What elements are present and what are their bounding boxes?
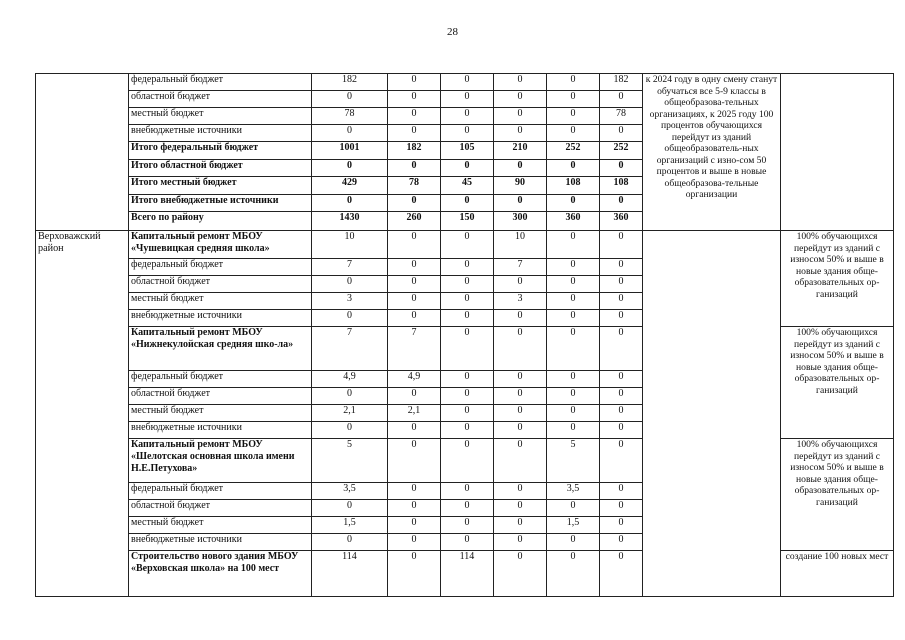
value-cell: 260 xyxy=(388,212,441,231)
value-cell: 0 xyxy=(388,534,441,551)
value-cell: 0 xyxy=(441,195,494,212)
value-cell: 45 xyxy=(441,177,494,195)
value-cell: 0 xyxy=(600,388,643,405)
value-cell: 10 xyxy=(312,231,388,259)
value-cell: 0 xyxy=(547,231,600,259)
value-cell: 0 xyxy=(547,91,600,108)
value-cell: 78 xyxy=(312,108,388,125)
value-cell: 0 xyxy=(494,74,547,91)
value-cell: 0 xyxy=(312,195,388,212)
value-cell: 182 xyxy=(600,74,643,91)
value-cell: 5 xyxy=(312,439,388,483)
value-cell: 0 xyxy=(388,500,441,517)
value-cell: 0 xyxy=(547,500,600,517)
page-number: 28 xyxy=(447,26,458,38)
value-cell: 0 xyxy=(312,310,388,327)
value-cell: 0 xyxy=(494,327,547,371)
value-cell: 0 xyxy=(547,310,600,327)
value-cell: 0 xyxy=(494,439,547,483)
row-label: Итого внебюджетные источники xyxy=(129,195,312,212)
row-label: областной бюджет xyxy=(129,276,312,293)
table-row xyxy=(36,231,894,259)
value-cell: 78 xyxy=(388,177,441,195)
value-cell: 0 xyxy=(600,439,643,483)
value-cell: 0 xyxy=(494,276,547,293)
value-cell: 0 xyxy=(388,160,441,177)
value-cell: 108 xyxy=(600,177,643,195)
value-cell: 0 xyxy=(547,327,600,371)
table-row xyxy=(36,74,894,91)
row-label: местный бюджет xyxy=(129,517,312,534)
value-cell: 0 xyxy=(388,259,441,276)
empty-cell xyxy=(643,231,781,597)
value-cell: 7 xyxy=(312,259,388,276)
value-cell: 0 xyxy=(494,371,547,388)
value-cell: 0 xyxy=(388,74,441,91)
value-cell: 252 xyxy=(547,142,600,160)
value-cell: 78 xyxy=(600,108,643,125)
row-label: Всего по району xyxy=(129,212,312,231)
empty-cell xyxy=(781,74,894,231)
value-cell: 0 xyxy=(388,276,441,293)
value-cell: 0 xyxy=(441,259,494,276)
value-cell: 0 xyxy=(441,310,494,327)
value-cell: 0 xyxy=(600,422,643,439)
value-cell: 0 xyxy=(494,388,547,405)
value-cell: 0 xyxy=(600,551,643,597)
value-cell: 0 xyxy=(547,74,600,91)
value-cell: 0 xyxy=(441,108,494,125)
value-cell: 0 xyxy=(547,422,600,439)
value-cell: 0 xyxy=(388,388,441,405)
district-cell-previous xyxy=(36,74,129,231)
value-cell: 0 xyxy=(441,405,494,422)
project-title: Капитальный ремонт МБОУ «Чушевицкая средняя школа» xyxy=(129,231,312,259)
value-cell: 0 xyxy=(600,91,643,108)
value-cell: 7 xyxy=(494,259,547,276)
value-cell: 4,9 xyxy=(388,371,441,388)
value-cell: 0 xyxy=(494,534,547,551)
value-cell: 0 xyxy=(388,231,441,259)
value-cell: 2,1 xyxy=(388,405,441,422)
value-cell: 2,1 xyxy=(312,405,388,422)
value-cell: 0 xyxy=(547,534,600,551)
value-cell: 90 xyxy=(494,177,547,195)
row-label: федеральный бюджет xyxy=(129,259,312,276)
value-cell: 0 xyxy=(547,388,600,405)
value-cell: 0 xyxy=(441,160,494,177)
value-cell: 105 xyxy=(441,142,494,160)
row-label: областной бюджет xyxy=(129,388,312,405)
value-cell: 1001 xyxy=(312,142,388,160)
value-cell: 3 xyxy=(494,293,547,310)
result-note: 100% обучающихся перейдут из зданий с износом 50% и выше в новые здания обще-образовательных ор-ганизаций xyxy=(781,327,894,439)
value-cell: 1,5 xyxy=(312,517,388,534)
value-cell: 0 xyxy=(494,483,547,500)
project-title: Капитальный ремонт МБОУ «Шелотская основная школа имени Н.Е.Петухова» xyxy=(129,439,312,483)
value-cell: 114 xyxy=(312,551,388,597)
project-title: Капитальный ремонт МБОУ «Нижнекулойская средняя шко-ла» xyxy=(129,327,312,371)
value-cell: 0 xyxy=(600,534,643,551)
value-cell: 114 xyxy=(441,551,494,597)
value-cell: 3 xyxy=(312,293,388,310)
row-label: местный бюджет xyxy=(129,108,312,125)
value-cell: 252 xyxy=(600,142,643,160)
row-label: федеральный бюджет xyxy=(129,74,312,91)
row-label: Итого местный бюджет xyxy=(129,177,312,195)
value-cell: 0 xyxy=(312,534,388,551)
value-cell: 0 xyxy=(441,231,494,259)
value-cell: 1430 xyxy=(312,212,388,231)
result-note: создание 100 новых мест xyxy=(781,551,894,597)
value-cell: 0 xyxy=(388,422,441,439)
value-cell: 182 xyxy=(388,142,441,160)
value-cell: 0 xyxy=(494,551,547,597)
value-cell: 0 xyxy=(547,108,600,125)
value-cell: 0 xyxy=(441,327,494,371)
value-cell: 0 xyxy=(547,293,600,310)
value-cell: 0 xyxy=(494,517,547,534)
value-cell: 7 xyxy=(388,327,441,371)
value-cell: 150 xyxy=(441,212,494,231)
value-cell: 5 xyxy=(547,439,600,483)
value-cell: 0 xyxy=(600,310,643,327)
row-label: местный бюджет xyxy=(129,405,312,422)
value-cell: 210 xyxy=(494,142,547,160)
value-cell: 0 xyxy=(600,517,643,534)
value-cell: 0 xyxy=(312,422,388,439)
value-cell: 429 xyxy=(312,177,388,195)
value-cell: 0 xyxy=(441,125,494,142)
value-cell: 0 xyxy=(494,195,547,212)
value-cell: 182 xyxy=(312,74,388,91)
row-label: внебюджетные источники xyxy=(129,422,312,439)
value-cell: 0 xyxy=(441,439,494,483)
value-cell: 0 xyxy=(388,551,441,597)
value-cell: 0 xyxy=(388,483,441,500)
value-cell: 0 xyxy=(441,91,494,108)
value-cell: 0 xyxy=(312,160,388,177)
row-label: областной бюджет xyxy=(129,500,312,517)
value-cell: 10 xyxy=(494,231,547,259)
value-cell: 0 xyxy=(600,293,643,310)
value-cell: 360 xyxy=(600,212,643,231)
value-cell: 0 xyxy=(441,276,494,293)
value-cell: 0 xyxy=(441,293,494,310)
value-cell: 0 xyxy=(600,231,643,259)
value-cell: 0 xyxy=(388,108,441,125)
value-cell: 0 xyxy=(441,534,494,551)
value-cell: 0 xyxy=(600,500,643,517)
value-cell: 0 xyxy=(494,91,547,108)
value-cell: 0 xyxy=(547,405,600,422)
value-cell: 360 xyxy=(547,212,600,231)
value-cell: 0 xyxy=(547,259,600,276)
value-cell: 0 xyxy=(441,371,494,388)
row-label: Итого областной бюджет xyxy=(129,160,312,177)
value-cell: 3,5 xyxy=(547,483,600,500)
value-cell: 0 xyxy=(547,551,600,597)
value-cell: 0 xyxy=(312,125,388,142)
district-name: Верховажский район xyxy=(36,231,129,597)
row-label: федеральный бюджет xyxy=(129,483,312,500)
value-cell: 108 xyxy=(547,177,600,195)
value-cell: 0 xyxy=(547,160,600,177)
value-cell: 0 xyxy=(494,125,547,142)
row-label: Итого федеральный бюджет xyxy=(129,142,312,160)
value-cell: 7 xyxy=(312,327,388,371)
value-cell: 0 xyxy=(441,388,494,405)
value-cell: 0 xyxy=(388,91,441,108)
project-title: Строительство нового здания МБОУ «Верховская школа» на 100 мест xyxy=(129,551,312,597)
row-label: внебюджетные источники xyxy=(129,125,312,142)
result-note: к 2024 году в одну смену станут обучаться все 5-9 классы в общеобразова-тельных организациях, к 2025 году 100 процентов обучающихся перейдут из зданий общеобразователь-ных организаций с изно-сом 50 процентов и выше в новые общеобразова-тельные организации xyxy=(643,74,781,231)
value-cell: 0 xyxy=(547,125,600,142)
value-cell: 0 xyxy=(600,259,643,276)
value-cell: 0 xyxy=(441,500,494,517)
value-cell: 0 xyxy=(312,388,388,405)
budget-table xyxy=(35,73,894,597)
value-cell: 0 xyxy=(388,125,441,142)
value-cell: 0 xyxy=(388,195,441,212)
value-cell: 0 xyxy=(600,405,643,422)
value-cell: 0 xyxy=(494,108,547,125)
value-cell: 0 xyxy=(600,276,643,293)
value-cell: 300 xyxy=(494,212,547,231)
row-label: внебюджетные источники xyxy=(129,534,312,551)
value-cell: 0 xyxy=(388,293,441,310)
row-label: местный бюджет xyxy=(129,293,312,310)
table-body xyxy=(36,74,894,597)
value-cell: 0 xyxy=(494,160,547,177)
value-cell: 0 xyxy=(494,310,547,327)
value-cell: 0 xyxy=(441,422,494,439)
row-label: внебюджетные источники xyxy=(129,310,312,327)
result-note: 100% обучающихся перейдут из зданий с износом 50% и выше в новые здания обще-образовательных ор-ганизаций xyxy=(781,439,894,551)
value-cell: 0 xyxy=(388,439,441,483)
value-cell: 0 xyxy=(441,517,494,534)
value-cell: 0 xyxy=(547,195,600,212)
value-cell: 0 xyxy=(600,483,643,500)
value-cell: 0 xyxy=(600,371,643,388)
value-cell: 0 xyxy=(494,500,547,517)
row-label: областной бюджет xyxy=(129,91,312,108)
value-cell: 3,5 xyxy=(312,483,388,500)
value-cell: 0 xyxy=(547,371,600,388)
value-cell: 0 xyxy=(600,160,643,177)
value-cell: 1,5 xyxy=(547,517,600,534)
value-cell: 0 xyxy=(312,91,388,108)
value-cell: 0 xyxy=(494,405,547,422)
value-cell: 0 xyxy=(600,327,643,371)
value-cell: 0 xyxy=(547,276,600,293)
value-cell: 0 xyxy=(441,483,494,500)
row-label: федеральный бюджет xyxy=(129,371,312,388)
value-cell: 0 xyxy=(312,500,388,517)
value-cell: 0 xyxy=(388,517,441,534)
value-cell: 0 xyxy=(600,195,643,212)
result-note: 100% обучающихся перейдут из зданий с износом 50% и выше в новые здания обще-образовательных ор-ганизаций xyxy=(781,231,894,327)
value-cell: 0 xyxy=(312,276,388,293)
value-cell: 0 xyxy=(494,422,547,439)
value-cell: 0 xyxy=(388,310,441,327)
value-cell: 0 xyxy=(600,125,643,142)
value-cell: 4,9 xyxy=(312,371,388,388)
value-cell: 0 xyxy=(441,74,494,91)
